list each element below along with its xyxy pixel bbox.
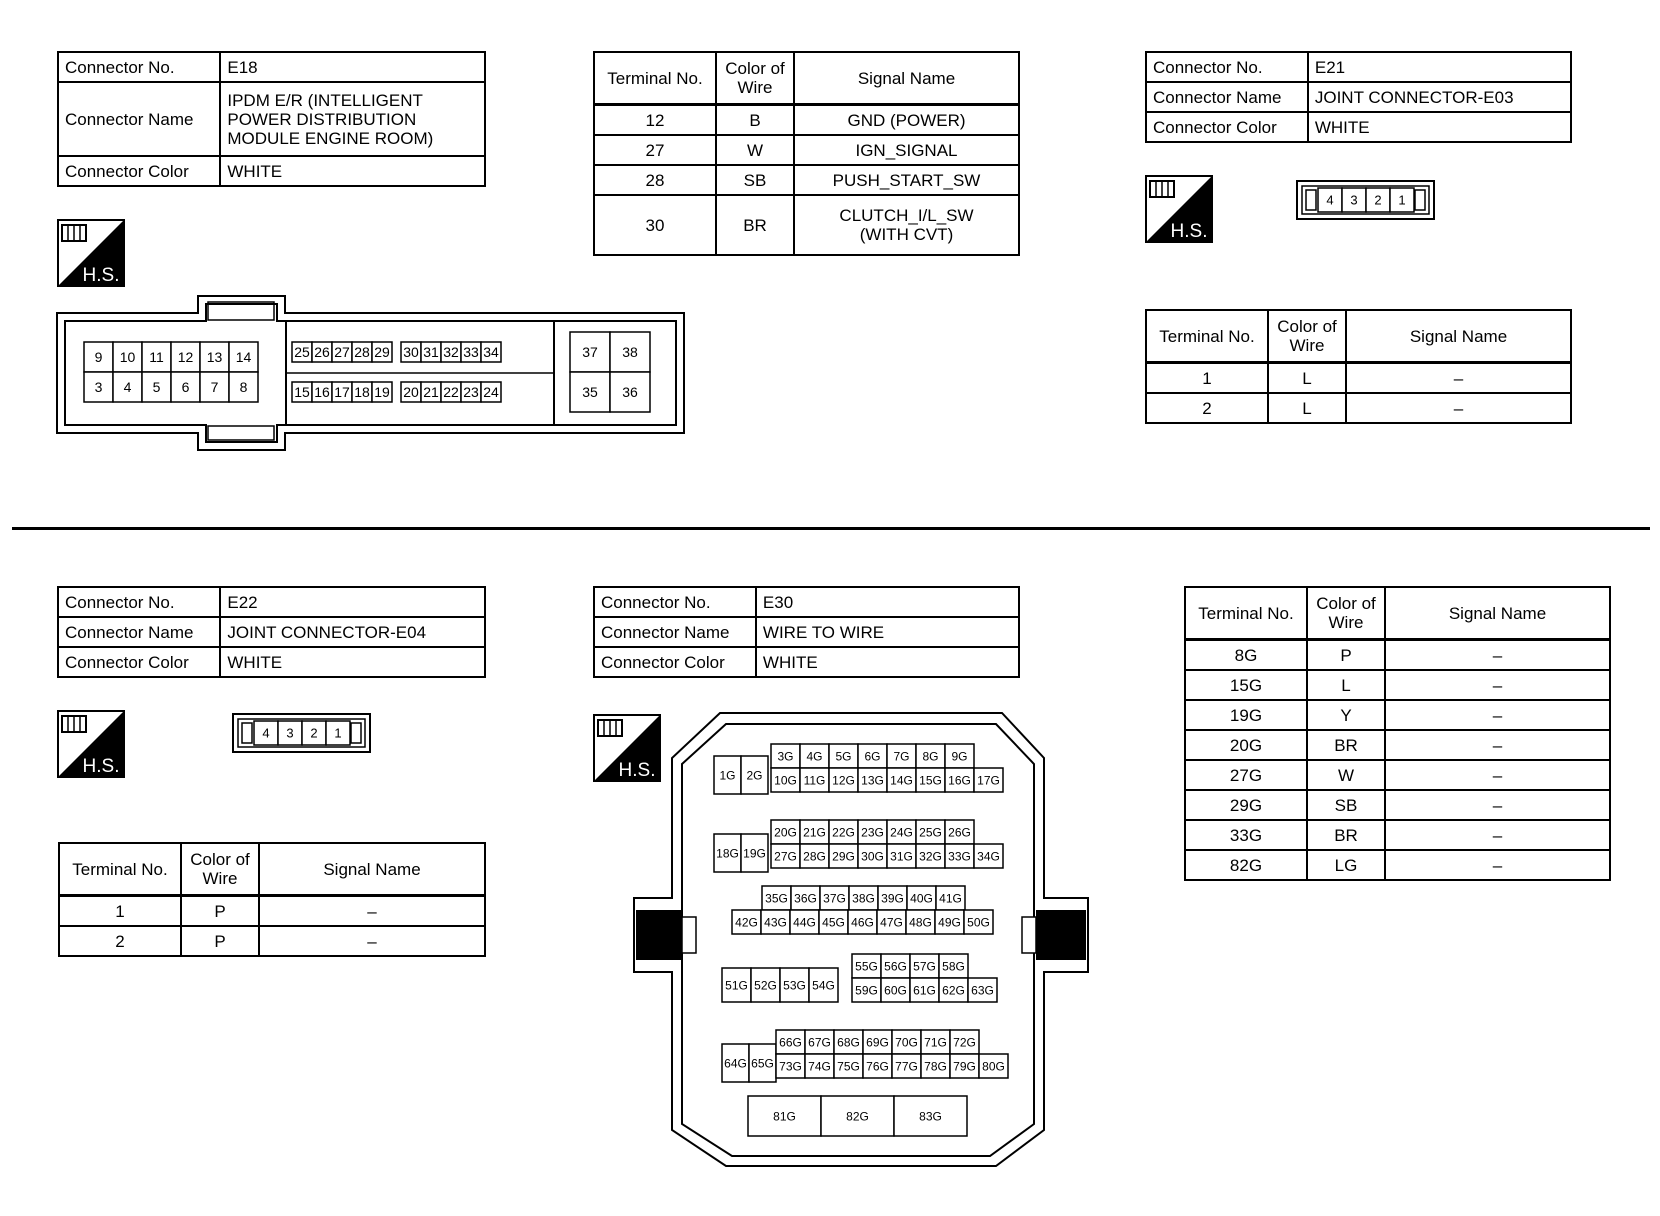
wire-color: W [1307, 760, 1385, 790]
pin-label: 54G [812, 978, 835, 993]
pin-label: 8 [239, 379, 248, 396]
pin-label: 42G [735, 915, 758, 930]
pin-label: 36 [622, 384, 638, 401]
pin-label: 16G [948, 773, 971, 788]
pin-label: 34 [483, 344, 499, 361]
info-label: Connector No. [58, 52, 220, 82]
pin-label: 74G [808, 1059, 831, 1074]
connector-color: WHITE [1308, 112, 1571, 142]
pin-label: 80G [982, 1059, 1005, 1074]
pin-label: 12G [832, 773, 855, 788]
wire-color: SB [716, 165, 794, 195]
terminal-no: 12 [594, 105, 716, 136]
pin-label: 2 [310, 725, 318, 741]
blank-cavity [242, 723, 252, 743]
info-label: Connector No. [594, 587, 756, 617]
table-row [1185, 760, 1610, 790]
pin-label: 11 [149, 349, 164, 366]
pin-label: 23 [463, 384, 479, 401]
pin-label: 67G [808, 1035, 831, 1050]
connector-name: IPDM E/R (INTELLIGENT POWER DISTRIBUTION MODULE ENGINE ROOM) [220, 82, 485, 156]
info-label: Connector No. [1146, 52, 1308, 82]
signal-name: – [259, 926, 485, 956]
signal-name: CLUTCH_I/L_SW (WITH CVT) [794, 195, 1019, 255]
wire-color: L [1307, 670, 1385, 700]
e30-connector-info [593, 586, 1020, 678]
pin-label: 3G [777, 749, 794, 764]
signal-name: IGN_SIGNAL [794, 135, 1019, 165]
signal-name: – [1346, 363, 1571, 394]
wire-color: P [181, 896, 259, 927]
pin-label: 68G [837, 1035, 860, 1050]
terminal-no: 28 [594, 165, 716, 195]
pin-label: 18G [716, 846, 739, 861]
pin-label: 14 [235, 349, 252, 366]
signal-name: – [1385, 640, 1610, 671]
pin-label: 29G [832, 849, 855, 864]
table-row [59, 926, 485, 956]
pin-label: 7G [893, 749, 910, 764]
info-label: Connector Color [1146, 112, 1308, 142]
terminal-no: 2 [59, 926, 181, 956]
pin-label: 71G [924, 1035, 947, 1050]
signal-name-header: Signal Name [1346, 310, 1571, 363]
table-row [594, 195, 1019, 255]
wire-color: SB [1307, 790, 1385, 820]
pin-label: 22G [832, 825, 855, 840]
hs-label: H.S. [82, 265, 120, 286]
pin-label: 33 [463, 344, 479, 361]
wire-color-header: Color of Wire [1307, 587, 1385, 640]
pin-label: 30 [403, 344, 419, 361]
pin-label: 35 [582, 384, 598, 401]
pin-label: 1G [719, 768, 736, 783]
terminal-no: 33G [1185, 820, 1307, 850]
wire-color: P [181, 926, 259, 956]
wire-color: Y [1307, 700, 1385, 730]
pin-label: 73G [779, 1059, 802, 1074]
pin-label: 24G [890, 825, 913, 840]
e18-terminal-table [593, 51, 1020, 256]
pin-label: 3 [1350, 192, 1358, 208]
wire-color: L [1268, 393, 1346, 423]
connector-color: WHITE [756, 647, 1019, 677]
table-row [594, 165, 1019, 195]
pin-label: 26G [948, 825, 971, 840]
wire-color: BR [716, 195, 794, 255]
pin-label: 23G [861, 825, 884, 840]
pin-label: 81G [773, 1109, 796, 1124]
pin-label: 15 [294, 384, 310, 401]
table-row [59, 896, 485, 927]
e18-connector-info [57, 51, 486, 187]
pin-label: 32 [443, 344, 459, 361]
hs-label: H.S. [82, 756, 120, 777]
pin-label: 15G [919, 773, 942, 788]
pin-label: 83G [919, 1109, 942, 1124]
pin-label: 29 [374, 344, 390, 361]
table-row [1185, 670, 1610, 700]
e21-connector-face [1296, 180, 1436, 220]
table-row [594, 135, 1019, 165]
pin-label: 4 [123, 379, 132, 396]
pin-label: 82G [846, 1109, 869, 1124]
pin-label: 59G [855, 983, 878, 998]
pin-label: 33G [948, 849, 971, 864]
terminal-no: 27 [594, 135, 716, 165]
pin-label: 41G [939, 891, 962, 906]
pin-label: 21G [803, 825, 826, 840]
hs-label: H.S. [618, 760, 656, 781]
table-row [1185, 730, 1610, 760]
pin-label: 22 [443, 384, 459, 401]
pin-label: 3 [94, 379, 103, 396]
table-row [1185, 820, 1610, 850]
pin-label: 6G [864, 749, 881, 764]
pin-label: 21 [423, 384, 439, 401]
pin-label: 10 [119, 349, 136, 366]
wire-color: BR [1307, 820, 1385, 850]
connector-name: WIRE TO WIRE [756, 617, 1019, 647]
signal-name-header: Signal Name [794, 52, 1019, 105]
pin-label: 11G [803, 773, 826, 788]
pin-label: 4G [806, 749, 823, 764]
wire-color: BR [1307, 730, 1385, 760]
terminal-no: 19G [1185, 700, 1307, 730]
signal-name: – [1385, 790, 1610, 820]
signal-name: – [1385, 760, 1610, 790]
info-label: Connector Color [58, 156, 220, 186]
signal-name: – [1385, 730, 1610, 760]
terminal-no-header: Terminal No. [59, 843, 181, 896]
pin-label: 2 [1374, 192, 1382, 208]
wire-color: L [1268, 363, 1346, 394]
connector-number: E21 [1308, 52, 1571, 82]
pin-label: 34G [977, 849, 1000, 864]
blank-cavity [351, 723, 361, 743]
e18-connector-face [54, 294, 688, 454]
pin-label: 5G [835, 749, 852, 764]
pin-label: 31 [423, 344, 439, 361]
terminal-no-header: Terminal No. [594, 52, 716, 105]
pin-label: 51G [725, 978, 748, 993]
signal-name: – [1385, 850, 1610, 880]
pin-label: 24 [483, 384, 499, 401]
pin-label: 78G [924, 1059, 947, 1074]
pin-label: 62G [942, 983, 965, 998]
pin-label: 58G [942, 959, 965, 974]
signal-name: – [1385, 700, 1610, 730]
wire-color: W [716, 135, 794, 165]
pin-label: 8G [922, 749, 939, 764]
signal-name: – [1385, 670, 1610, 700]
pin-label: 17 [334, 384, 350, 401]
connector-name: JOINT CONNECTOR-E03 [1308, 82, 1571, 112]
e21-terminal-table [1145, 309, 1572, 424]
terminal-no: 82G [1185, 850, 1307, 880]
pin-label: 52G [754, 978, 777, 993]
pin-label: 55G [855, 959, 878, 974]
pin-label: 48G [909, 915, 932, 930]
pin-label: 20G [774, 825, 797, 840]
blank-cavity [1306, 190, 1316, 210]
info-label: Connector Name [594, 617, 756, 647]
pin-label: 4 [1326, 192, 1334, 208]
pin-label: 61G [913, 983, 936, 998]
e22-terminal-table [58, 842, 486, 957]
pin-label: 66G [779, 1035, 802, 1050]
info-label: Connector Color [58, 647, 220, 677]
pin-label: 30G [861, 849, 884, 864]
pin-label: 45G [822, 915, 845, 930]
pin-label: 37 [582, 344, 598, 361]
pin-label: 27 [334, 344, 350, 361]
pin-label: 25 [294, 344, 310, 361]
pin-label: 32G [919, 849, 942, 864]
pin-label: 50G [967, 915, 990, 930]
pin-label: 40G [910, 891, 933, 906]
pin-label: 47G [880, 915, 903, 930]
pin-label: 77G [895, 1059, 918, 1074]
signal-name: PUSH_START_SW [794, 165, 1019, 195]
terminal-no: 29G [1185, 790, 1307, 820]
pin-label: 2G [746, 768, 763, 783]
terminal-no: 27G [1185, 760, 1307, 790]
table-row [1185, 790, 1610, 820]
table-row [1185, 700, 1610, 730]
blank-cavity [1415, 190, 1425, 210]
pin-label: 1 [1398, 192, 1406, 208]
pin-label: 13G [861, 773, 884, 788]
pin-label: 38 [622, 344, 638, 361]
pin-label: 13 [206, 349, 223, 366]
pin-label: 37G [823, 891, 846, 906]
pin-label: 43G [764, 915, 787, 930]
pin-label: 56G [884, 959, 907, 974]
section-divider [12, 527, 1650, 530]
pin-label: 57G [913, 959, 936, 974]
pin-label: 5 [152, 379, 161, 396]
signal-name: – [1346, 393, 1571, 423]
info-label: Connector Name [58, 617, 220, 647]
terminal-no-header: Terminal No. [1146, 310, 1268, 363]
pin-label: 3 [286, 725, 294, 741]
pin-label: 35G [765, 891, 788, 906]
pin-label: 70G [895, 1035, 918, 1050]
connector-color: WHITE [220, 647, 485, 677]
pin-label: 69G [866, 1035, 889, 1050]
pin-label: 60G [884, 983, 907, 998]
table-row [1185, 850, 1610, 880]
terminal-no: 30 [594, 195, 716, 255]
pin-label: 9G [951, 749, 968, 764]
e30-connector-face [628, 710, 1094, 1170]
terminal-no-header: Terminal No. [1185, 587, 1307, 640]
pin-label: 31G [890, 849, 913, 864]
wire-color-header: Color of Wire [1268, 310, 1346, 363]
pin-label: 4 [262, 725, 270, 741]
pin-label: 64G [724, 1056, 747, 1071]
terminal-no: 1 [59, 896, 181, 927]
pin-label: 72G [953, 1035, 976, 1050]
connector-number: E18 [220, 52, 485, 82]
hs-label: H.S. [1170, 221, 1208, 242]
pin-label: 18 [354, 384, 370, 401]
e30-terminal-table [1184, 586, 1611, 881]
table-row [594, 105, 1019, 136]
pin-label: 36G [794, 891, 817, 906]
pin-label: 27G [774, 849, 797, 864]
table-row [1146, 363, 1571, 394]
terminal-no: 8G [1185, 640, 1307, 671]
signal-name-header: Signal Name [1385, 587, 1610, 640]
pin-label: 79G [953, 1059, 976, 1074]
pin-label: 44G [793, 915, 816, 930]
pin-label: 9 [94, 349, 103, 366]
pin-label: 6 [181, 379, 190, 396]
wire-color-header: Color of Wire [181, 843, 259, 896]
pin-label: 19 [374, 384, 390, 401]
terminal-no: 20G [1185, 730, 1307, 760]
pin-label: 28G [803, 849, 826, 864]
signal-name: GND (POWER) [794, 105, 1019, 136]
table-row [1146, 393, 1571, 423]
wire-color: P [1307, 640, 1385, 671]
pin-label: 75G [837, 1059, 860, 1074]
pin-label: 28 [354, 344, 370, 361]
signal-name-header: Signal Name [259, 843, 485, 896]
pin-label: 17G [977, 773, 1000, 788]
pin-label: 26 [314, 344, 330, 361]
pin-label: 12 [177, 349, 194, 366]
pin-label: 7 [210, 379, 219, 396]
info-label: Connector Color [594, 647, 756, 677]
info-label: Connector Name [58, 82, 220, 156]
wire-color: B [716, 105, 794, 136]
pin-label: 39G [881, 891, 904, 906]
pin-label: 38G [852, 891, 875, 906]
pin-label: 20 [403, 384, 419, 401]
pin-label: 1 [334, 725, 342, 741]
terminal-no: 1 [1146, 363, 1268, 394]
pin-label: 63G [971, 983, 994, 998]
e22-connector-face [232, 713, 372, 753]
pin-label: 19G [743, 846, 766, 861]
info-label: Connector Name [1146, 82, 1308, 112]
info-label: Connector No. [58, 587, 220, 617]
pin-label: 76G [866, 1059, 889, 1074]
e21-connector-info [1145, 51, 1572, 143]
signal-name: – [1385, 820, 1610, 850]
e22-connector-info [57, 586, 486, 678]
hs-badge-icon [57, 710, 125, 778]
wire-color-header: Color of Wire [716, 52, 794, 105]
connector-number: E22 [220, 587, 485, 617]
connector-number: E30 [756, 587, 1019, 617]
signal-name: – [259, 896, 485, 927]
table-row [1185, 640, 1610, 671]
pin-label: 53G [783, 978, 806, 993]
connector-color: WHITE [220, 156, 485, 186]
wire-color: LG [1307, 850, 1385, 880]
terminal-no: 2 [1146, 393, 1268, 423]
pin-label: 49G [938, 915, 961, 930]
pin-label: 14G [890, 773, 913, 788]
pin-label: 10G [774, 773, 797, 788]
hs-badge-icon [57, 219, 125, 287]
terminal-no: 15G [1185, 670, 1307, 700]
hs-badge-icon [1145, 175, 1213, 243]
pin-label: 25G [919, 825, 942, 840]
pin-label: 16 [314, 384, 330, 401]
pin-label: 46G [851, 915, 874, 930]
pin-label: 65G [751, 1056, 774, 1071]
connector-name: JOINT CONNECTOR-E04 [220, 617, 485, 647]
